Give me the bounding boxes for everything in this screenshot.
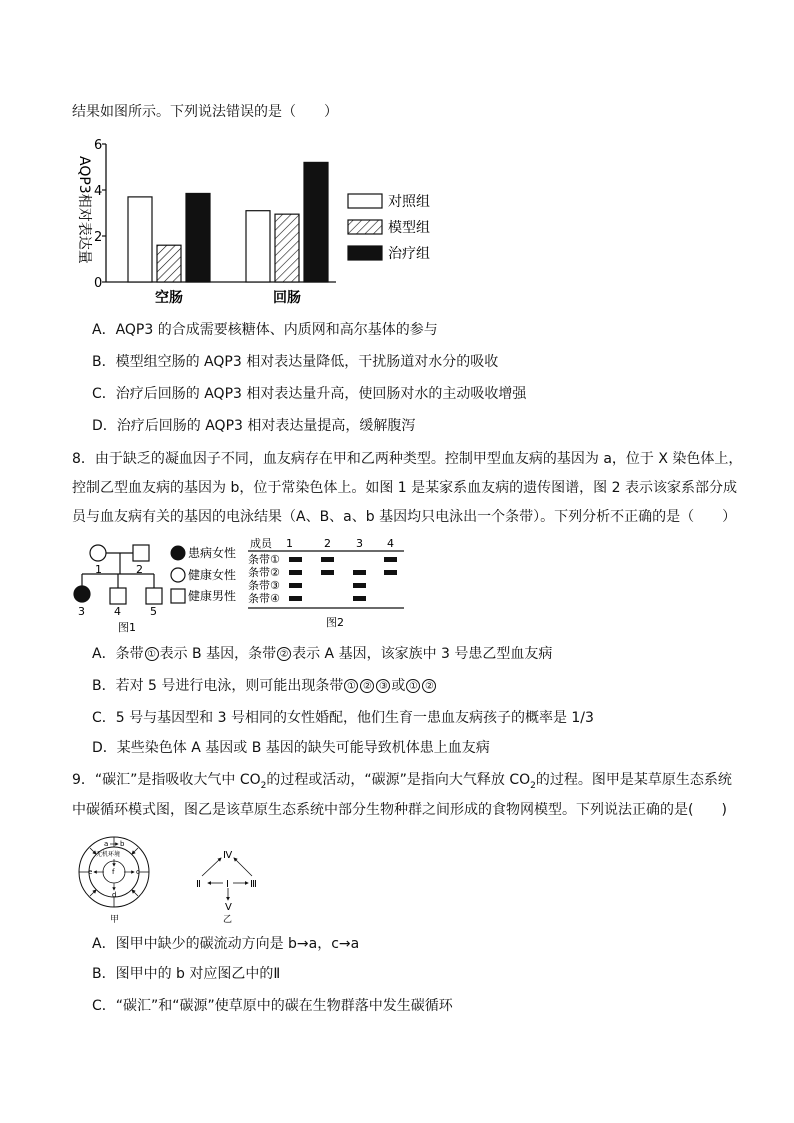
fig2-header-2: 2 — [324, 537, 331, 550]
q8-stem-line1: 8．由于缺乏的凝血因子不同，血友病存在甲和乙两种类型。控制甲型血友病的基因为 a，位于 X 染色体上， — [72, 451, 743, 467]
node-IV: Ⅳ — [223, 850, 233, 861]
band-1-member-4 — [384, 557, 397, 562]
node-d: d — [112, 891, 117, 899]
legend-affected-female: 患病女性 — [188, 546, 237, 560]
band-2-member-2 — [321, 570, 334, 575]
legend-swatch — [348, 220, 382, 234]
legend-healthy-female-symbol — [171, 568, 185, 582]
fig-yi-caption: 乙 — [223, 915, 233, 924]
food-web-figure — [190, 842, 270, 924]
band-label-3: 条带③ — [248, 579, 280, 592]
carbon-cycle-figure — [70, 834, 160, 926]
q8-option-a: A．条带 ① 表示 B 基因，条带 ② 表示 A 基因，该家族中 3 号患乙型血友病 — [92, 646, 553, 662]
band-2-member-1 — [289, 570, 302, 575]
legend-swatch — [348, 246, 382, 260]
fig2-header-1: 1 — [286, 537, 293, 550]
q7-option-d: D．治疗后回肠的 AQP3 相对表达量提高，缓解腹泻 — [92, 418, 416, 434]
q8-stem-line3: 员与血友病有关的基因的电泳结果（A、B、a、b 基因均只电泳出一个条带）。下列分析不正确的是（ ） — [72, 509, 737, 525]
q7-option-b: B．模型组空肠的 AQP3 相对表达量降低，干扰肠道对水分的吸收 — [92, 354, 499, 370]
legend-healthy-male-symbol — [171, 589, 185, 603]
node-I: Ⅰ — [226, 879, 229, 890]
node-II: Ⅱ — [196, 879, 201, 890]
band-1-member-1 — [289, 557, 302, 562]
member-2-healthy-male — [133, 545, 149, 561]
q8-stem-line2: 控制乙型血友病的基因为 b，位于常染色体上。如图 1 是某家系血友病的遗传图谱，图 2 表示该家系部分成 — [72, 480, 737, 496]
band-2-member-4 — [384, 570, 397, 575]
legend-label: 治疗组 — [388, 246, 430, 262]
member-label-2: 2 — [136, 563, 143, 576]
band-4-member-1 — [289, 596, 302, 601]
band-3-member-3 — [353, 583, 366, 588]
y-axis-label: AQP3相对表达量 — [76, 156, 92, 264]
bar-0-2 — [186, 193, 210, 282]
node-b: b — [120, 840, 125, 848]
node-environment: 无机环境 — [96, 851, 121, 858]
member-4-healthy-male — [110, 588, 126, 604]
x-category-label: 回肠 — [273, 290, 301, 306]
bar-1-0 — [246, 211, 270, 282]
y-tick-label: 0 — [94, 276, 103, 291]
node-f: f — [112, 868, 115, 876]
fig2-header-3: 3 — [356, 537, 363, 550]
q8-option-d: D．某些染色体 A 基因或 B 基因的缺失可能导致机体患上血友病 — [92, 740, 490, 756]
node-c: c — [136, 868, 140, 876]
q7-option-a: A．AQP3 的合成需要核糖体、内质网和高尔基体的参与 — [92, 322, 438, 338]
member-label-5: 5 — [150, 605, 157, 618]
member-3-affected-female — [74, 586, 90, 602]
electrophoresis-figure — [244, 536, 409, 636]
bar-0-0 — [128, 197, 152, 282]
y-tick-label: 6 — [94, 138, 103, 153]
fig2-header-4: 4 — [387, 537, 394, 550]
fig1-caption: 图1 — [118, 621, 136, 634]
member-5-healthy-male — [146, 588, 162, 604]
member-label-1: 1 — [95, 563, 102, 576]
legend-swatch — [348, 194, 382, 208]
fig2-header-member: 成员 — [250, 537, 272, 550]
node-e: e — [88, 868, 93, 876]
q8-option-b: B．若对 5 号进行电泳，则可能出现条带 ① ② ③ 或 ① ② — [92, 676, 437, 696]
node-III: Ⅲ — [250, 879, 257, 890]
aqp3-bar-chart — [70, 138, 470, 308]
q7-intro: 结果如图所示。下列说法错误的是（ ） — [72, 104, 338, 120]
q9-option-c: C．“碳汇”和“碳源”使草原中的碳在生物群落中发生碳循环 — [92, 998, 453, 1014]
q9-stem-line1: 9．“碳汇”是指吸收大气中 $CO_2$的过程或活动，“碳源”是指向大气释放 $CO_2$的过程。图甲是某草原生态系统 — [72, 772, 732, 791]
q8-option-c: C．5 号与基因型和 3 号相同的女性婚配，他们生育一患血友病孩子的概率是 1/3 — [92, 710, 594, 726]
band-2-member-3 — [353, 570, 366, 575]
fig2-caption: 图2 — [326, 616, 344, 629]
legend-healthy-female: 健康女性 — [188, 568, 237, 582]
q9-option-b: B．图甲中的 b 对应图乙中的Ⅱ — [92, 966, 281, 982]
band-label-1: 条带① — [248, 553, 280, 566]
x-category-label: 空肠 — [155, 290, 183, 306]
band-4-member-3 — [353, 596, 366, 601]
legend-label: 对照组 — [388, 194, 430, 210]
fig-jia-caption: 甲 — [110, 915, 120, 925]
legend-label: 模型组 — [388, 220, 430, 236]
band-label-4: 条带④ — [248, 592, 280, 605]
legend-affected-female-symbol — [171, 546, 185, 560]
band-1-member-2 — [321, 557, 334, 562]
member-label-3: 3 — [78, 605, 85, 618]
member-1-healthy-female — [90, 545, 106, 561]
member-label-4: 4 — [114, 605, 121, 618]
bar-1-2 — [304, 162, 328, 282]
band-3-member-1 — [289, 583, 302, 588]
node-a: a — [104, 840, 109, 848]
bar-0-1 — [157, 245, 181, 282]
band-label-2: 条带② — [248, 566, 280, 579]
node-V: Ⅴ — [225, 902, 232, 913]
legend-healthy-male: 健康男性 — [188, 589, 237, 603]
q7-option-c: C．治疗后回肠的 AQP3 相对表达量升高，使回肠对水的主动吸收增强 — [92, 386, 527, 402]
y-tick-label: 4 — [94, 184, 103, 199]
q9-stem-line2: 中碳循环模式图，图乙是该草原生态系统中部分生物种群之间形成的食物网模型。下列说法正确的是( ) — [72, 802, 727, 818]
bar-1-1 — [275, 214, 299, 282]
q9-option-a: A．图甲中缺少的碳流动方向是 b→a，c→a — [92, 936, 360, 952]
y-tick-label: 2 — [94, 230, 103, 245]
